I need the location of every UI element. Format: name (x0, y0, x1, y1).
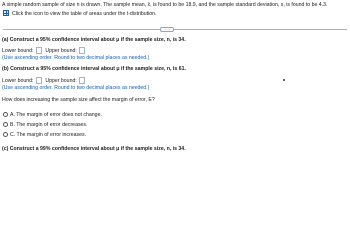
option-c-label: C. The margin of error increases. (10, 132, 87, 138)
option-a-label: A. The margin of error does not change. (10, 112, 102, 118)
option-a-radio[interactable] (3, 112, 8, 117)
section-divider (3, 29, 347, 30)
part-c-question: (c) Construct a 99% confidence interval about μ if the sample size, n, is 34. (2, 146, 186, 152)
part-a-bounds-row (2, 47, 87, 54)
part-a-upper-input[interactable] (79, 47, 85, 54)
part-b-hint: (Use ascending order. Round to two decimal places as needed.) (2, 85, 150, 91)
part-b-question: (b) Construct a 95% confidence interval about μ if the sample size, n, is 61. (2, 66, 186, 72)
part-a-question: (a) Construct a 95% confidence interval about μ if the sample size, n, is 34. (2, 37, 186, 43)
option-c-radio[interactable] (3, 132, 8, 137)
icon-instruction: Click the icon to view the table of areas under the t-distribution. (12, 10, 157, 17)
part-a-hint: (Use ascending order. Round to two decimal places as needed.) (2, 55, 150, 61)
option-b[interactable] (3, 122, 87, 128)
part-b-lower-input[interactable] (36, 77, 42, 84)
part-a-lower-input[interactable] (36, 47, 42, 54)
table-icon[interactable] (3, 10, 9, 16)
cursor-dot (283, 79, 285, 81)
option-a[interactable] (3, 112, 102, 118)
problem-statement: A simple random sample of size n is drawn. The sample mean, x̄, is found to be 18.9, and the sample standard deviation, s, is found to be 4.3. (2, 2, 328, 8)
part-a-upper-label: Upper bound: (45, 47, 77, 54)
part-b-upper-input[interactable] (79, 77, 85, 84)
option-b-radio[interactable] (3, 122, 8, 127)
option-c[interactable] (3, 132, 86, 138)
part-b-followup: How does increasing the sample size affect the margin of error, E? (2, 97, 155, 103)
expand-more-button[interactable]: ····· (160, 27, 174, 32)
part-b-bounds-row (2, 77, 87, 84)
part-a-lower-label: Lower bound: (2, 47, 34, 54)
part-b-upper-label: Upper bound: (45, 77, 77, 84)
part-b-lower-label: Lower bound: (2, 77, 34, 84)
option-b-label: B. The margin of error decreases. (10, 122, 88, 128)
